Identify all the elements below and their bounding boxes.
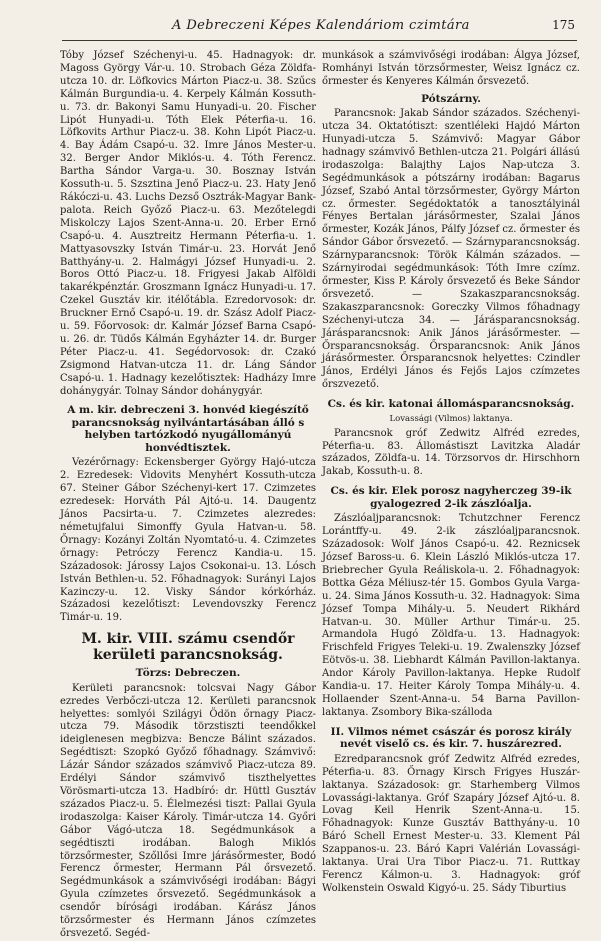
katonai-text: Parancsnok gróf Zedwitz Alfréd ezredes, Péterfia-u. 83. Állomástiszt Lavitzka Aladár százados, Zöldfa-u. 14. Törzsorvos dr. Hirschhorn Jakab, Kossuth-u. 8. (322, 427, 580, 478)
continuation-paragraph: Tóby József Széchenyi-u. 45. Hadnagyok: dr. Magoss György Vár-u. 10. Strobach Géza Zöldfa-utcza 10. dr. Löfkovics Márton Piacz-u. 38. Szűcs Kálmán Burgundia-u. 4. Kerpely Kálmán Kossuth-u. 73. dr. Bakonyi Samu Hunyadi-u. 20. Fischer Lipót Hunyadi-u. Tóth Elek Péterfia-u. 16. Löfkovits Arthur Piacz-u. 38. Kohn Lipót Piacz-u. 4. Bay Ádám Csapó-u. 32. Imre János Mester-u. 32. Berger Andor Miklós-u. 4. Tóth Ferencz. Bartha Sándor Varga-u. 30. Bosznay István Kossuth-u. 5. Szsztina Jenő Piacz-u. 23. Haty Jenő Rákóczi-u. 43. Luchs Dezső Osztrák-Magyar Bank-palota. Reich Győző Piacz-u. 63. Mezőtelegdi Miskolczy Lajos Szent-Anna-u. 20. Erber Ernő Csapó-u. 4. Ausztreitz Hermann Péterfia-u. 1. Mattyasovszky István Timár-u. 23. Horvát Jenő Batthyány-u. 2. Halmágyi József Hunyadi-u. 2. Boros Ottó Piacz-u. 18. Frigyesi Jakab Alföldi takarékpénztár. Groszmann Ignácz Hunyadi-u. 17. Czekel Gusztáv kir. itélőtábla. Ezredorvosok: dr. Bruckner Ernő Csapó-u. 19. dr. Szász Adolf Piacz-u. 59. Főorvosok: dr. Kalmár József Barna Csapó-u. 26. dr. Tüdős Kálmán Egyházter 14. dr. Burger Péter Piacz-u. 41. Segédorvosok: dr. Czakó Zsigmond Hatvan-utcza 11. dr. Láng Sándor Csapó-u. 1. Hadnagy kezelőtisztek: Hadházy Imre dohánygyár. Tolnay Sándor dohánygyár. (60, 50, 316, 397)
katonai-subheading: Lovassági (Vilmos) laktanya. (389, 413, 513, 424)
left-column (60, 50, 316, 941)
right-column (322, 50, 580, 896)
csendor-section-text: Kerületi parancsnok: tolcsvai Nagy Gábor ezredes Verbőczi-utcza 12. Kerületi parancsnok helyettes: somlyói Szilágyi Ödön őrnagy Piacz-utcza 79. Második törzstiszti teendőkkel ideiglenesen megbizva: Bencze Bálint százados. Segédtiszt: Szopkó Győző főhadnagy. Számvivő: Lázár Sándor százados számvivő Piacz-utcza 89. Erdélyi Sándor számvivő tiszthelyettes Vörösmarti-utcza 13. Hadbíró: dr. Hüttl Gusztáv százados Piacz-u. 5. Élelmezési tiszt: Pallai Gyula irodaszolga: Kaiser Károly. Timár-utcza 14. Győri Gábor Vágó-utcza 18. Segédmunkások a segédtiszti irodában. Balogh Miklós törzsőrmester, Szőllősi Imre járásőrmester, Bodó Ferencz őrmester, Hermann Pál őrsvezető. Segédmunkások a számvivőségi irodában: Bágyi Gyula czímzetes őrsvezető. Segédmunkások a csendőr bírósági irodában. Kárász János törzsőrmester és Hermann János czímzetes őrsvezető. Segéd- (60, 682, 316, 939)
potszarny-text: Parancsnok: Jakab Sándor százados. Széchenyi-utcza 34. Oktatótiszt: szentléleki Hajdó Márton Hunyadi-utcza 5. Számvivő: Magyar Gábor hadnagy számvivő Bethlen-utcza 21. Polgári állású irodaszolga: Balajthy Lajos Nap-utcza 3. Segédmunkások a pótszárny irodában: Bagarus József, Szabó Antal törzsőrmester, György Márton cz. őrmester. Segédoktatók a tanosztályinál Fényes Bertalan járásőrmester, Szalai János őrmester, Kozák János, Pálfy József cz. őrmester és Sándor Gábor őrsvezető. — Szárnyparancsnokság. Szárnyparancsnok: Török Kálmán százados. — Szárnyirodai segédmunkások: Tóth Imre czímz. őrmester, Kiss P. Károly őrsvezető és Beke Sándor őrsvezető. — Szakaszparancsnokság. Szakaszparancsnok: Goreczky Vilmos főhadnagy Széchenyi-utcza 34. — Járásparancsnokság. Járásparancsnok: Anik János járásőrmester. — Őrsparancsnokság. Őrsparancsnok: Anik János járásőrmester. Őrsparancsnok helyettes: Czindler János, Erdélyi János és Fejős Lajos czímzetes őrszvezető. (322, 108, 580, 391)
vilmos-heading: II. Vilmos német császár és porosz király nevét viselő cs. és kir. 7. huszárezred. (330, 725, 572, 751)
katonai-heading: Cs. és kir. katonai állomásparancsnokság. (327, 398, 575, 411)
running-title: A Debreczeni Képes Kalendáriom czimtára (172, 18, 470, 33)
honved-section-text: Vezérőrnagy: Eckensberger György Hajó-utcza 2. Ezredesek: Vidovits Menyhért Kossuth-utcza 67. Steiner Gábor Széchenyi-kert 17. Czimzetes ezredesek: Horváth Pál Ajtó-u. 14. Daugentz János Pacsirta-u. 7. Czimzetes alezredes: németujfalui Simonffy Gyula Hatvan-u. 58. Őrnagy: Kozányi Zoltán Nyomtató-u. 4. Czimzetes őrnagy: Petróczy Ferencz Kandia-u. 15. Századosok: Járossy Lajos Csokonai-u. 13. Lósch István Bethlen-u. 52. Főhadnagyok: Surányi Lajos Kazinczy-u. 12. Visky Sándor kórkórház. Századosi kezelőtiszt: Levendovszky Ferencz Timár-u. 19. (60, 457, 316, 624)
honved-section-heading: A m. kir. debreczeni 3. honvéd kiegészítő parancsnokság nyilvántartásában álló s helyben tartózkodó nyugállományú honvédtisztek. (67, 404, 309, 454)
vilmos-text: Ezredparancsnok gróf Zedwitz Alfréd ezredes, Péterfia-u. 83. Őrnagy Kirsch Frigyes Huszár-laktanya. Századosok: gr. Starhemberg Vilmos Lovassági-laktanya. Gróf Szapáry József Ajtó-u. 8. Lovag Keil Henrik Szent-Anna-u. 15. Főhadnagyok: Kunze Gusztáv Batthyány-u. 10 Báró Schell Ernest Mester-u. 33. Klement Pál Szappanos-u. 23. Báró Kapri Valérián Lovassági-laktanya. Urai Ura Tibor Piacz-u. 71. Ruttkay Ferencz Kálmon-u. 3. Hadnagyok: gróf Wolkenstein Oswald Kigyó-u. 25. Sády Tiburtius (322, 753, 580, 894)
csendor-section-heading: M. kir. VIII. számu csendőr kerületi parancsnokság. (81, 631, 295, 664)
torzs-subheading: Törzs: Debreczen. (135, 667, 241, 680)
elek-text: Zászlóaljparancsnok: Tchutzchner Ferencz Lorántffy-u. 49. 2-ik zászlóaljparancsnok. Századosok: Wolf János Csapó-u. 42. Reznicsek József Baross-u. 6. Klein László Miklós-utcza 17. Briebrecher Gyula Reáliskola-u. 2. Főhadnagyok: Bottka Géza Méliusz-tér 15. Gombos Gyula Varga-u. 24. Sima János Kossuth-u. 32. Hadnagyok: Sima József Tompa Mihály-u. 5. Neudert Rikhárd Hatvan-u. 30. Müller Arthur Timár-u. 25. Armandola Hugó Zöldfa-u. 13. Hadnagyok: Frischfeld Frigyes Teleki-u. 19. Zwalenszky József Eötvös-u. 38. Liebhardt Kálmán Pavillon-laktanya. Andor Károly Pavillon-laktanya. Hepke Rudolf Kandia-u. 17. Heiter Károly Tompa Mihály-u. 4. Hollaender Szent-Anna-u. 54 Barna Pavillon-laktanya. Zsombory Bika-szálloda (322, 513, 580, 718)
elek-heading: Cs. és kir. Elek porosz nagyherczeg 39-ik gyalogezred 2-ik zászlóalja. (330, 485, 572, 510)
page-number: 175 (552, 18, 575, 32)
right-continuation-paragraph: munkások a számvivőségi irodában: Álgya József, Romhányi István törzsőrmester, Weisz Ignácz cz. őrmester és Kenyeres Kálmán őrsvezető. (322, 50, 580, 87)
page-header (62, 16, 577, 41)
potszarny-heading: Pótszárny. (421, 92, 481, 105)
